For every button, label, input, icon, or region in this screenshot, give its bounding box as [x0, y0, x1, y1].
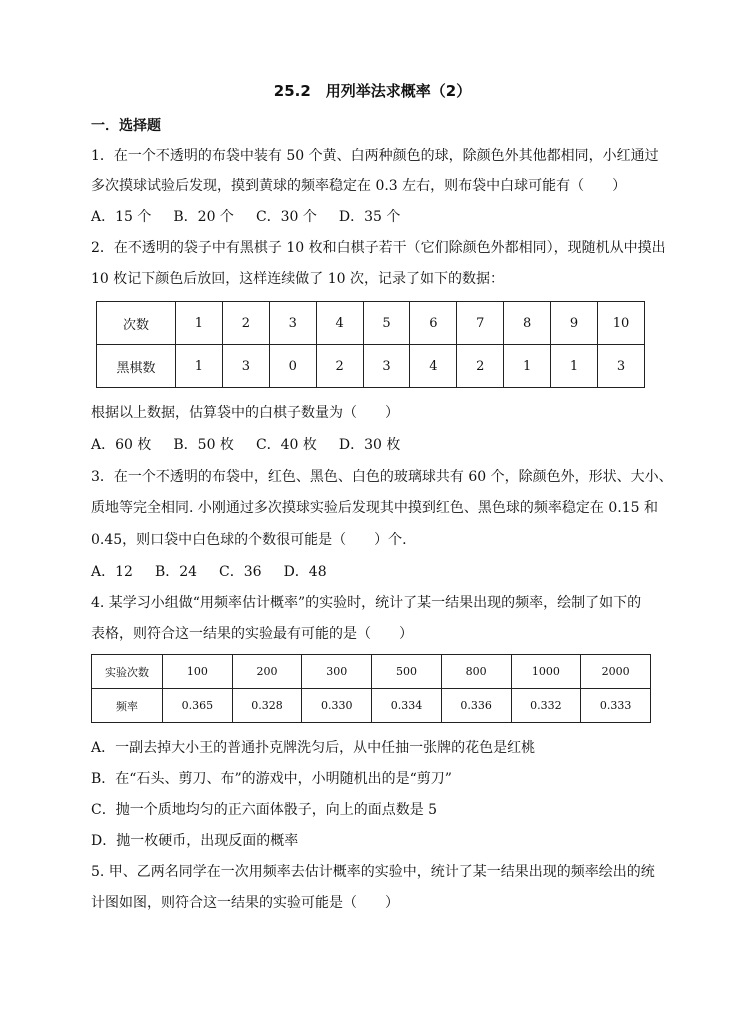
table-cell: 2	[222, 302, 269, 345]
q5-text-line-1: 5. 甲、乙两名同学在一次用频率去估计概率的实验中，统计了某一结果出现的频率绘出的统	[91, 864, 655, 880]
q4-text-line-2: 表格，则符合这一结果的实验最有可能的是（ ）	[91, 626, 413, 642]
table-row	[92, 655, 651, 689]
q4-option-c: C．抛一个质地均匀的正六面体骰子，向上的面点数是 5	[91, 802, 438, 818]
table-cell: 3	[363, 345, 410, 388]
q3-option-d: D．48	[283, 564, 327, 580]
table-cell: 2	[316, 345, 363, 388]
q3-text-line-1: 3．在一个不透明的布袋中，红色、黑色、白色的玻璃球共有 60 个，除颜色外，形状、大小、	[91, 469, 673, 485]
q2-options	[91, 435, 422, 455]
q1-option-c: C．30 个	[255, 209, 317, 225]
q5-text-line-2: 计图如图，则符合这一结果的实验可能是（ ）	[91, 895, 399, 911]
q4-frequency-table	[91, 654, 651, 723]
q2-option-c: C．40 枚	[255, 437, 317, 453]
q3-options	[91, 562, 349, 582]
table-cell: 5	[363, 302, 410, 345]
table-cell: 0.334	[372, 689, 442, 723]
table-cell: 1	[176, 345, 223, 388]
page-title: 25.2 用列举法求概率（2）	[273, 82, 472, 100]
table-cell: 0.336	[441, 689, 511, 723]
table-cell: 0.332	[511, 689, 581, 723]
table-cell: 100	[163, 655, 233, 689]
table-cell: 1000	[511, 655, 581, 689]
table-cell: 0.330	[302, 689, 372, 723]
table-row	[97, 345, 645, 388]
q1-options	[91, 207, 422, 227]
table-cell: 8	[504, 302, 551, 345]
q3-text-line-3: 0.45，则口袋中白色球的个数很可能是（ ）个.	[91, 532, 407, 548]
q1-text-line-2: 多次摸球试验后发现，摸到黄球的频率稳定在 0.3 左右，则布袋中白球可能有（ ）	[91, 178, 627, 194]
q2-option-b: B．50 枚	[173, 437, 234, 453]
table-cell: 3	[598, 345, 645, 388]
table-cell: 0	[269, 345, 316, 388]
table-header-cell: 黑棋数	[97, 345, 176, 388]
q3-option-c: C．36	[219, 564, 262, 580]
q4-text-line-1: 4. 某学习小组做“用频率估计概率”的实验时，统计了某一结果出现的频率，绘制了如下的	[91, 595, 642, 611]
table-cell: 0.365	[163, 689, 233, 723]
q1-option-b: B．20 个	[173, 209, 234, 225]
table-cell: 3	[269, 302, 316, 345]
table-cell: 4	[316, 302, 363, 345]
q4-option-d: D．抛一枚硬币，出现反面的概率	[91, 833, 299, 849]
q2-text-line-3: 根据以上数据，估算袋中的白棋子数量为（ ）	[91, 405, 399, 421]
table-cell: 800	[441, 655, 511, 689]
table-cell: 1	[504, 345, 551, 388]
table-cell: 10	[598, 302, 645, 345]
table-row	[97, 302, 645, 345]
q2-text-line-1: 2．在不透明的袋子中有黑棋子 10 枚和白棋子若干（它们除颜色外都相同），现随机从中摸出	[91, 240, 666, 256]
section-heading: 一．选择题	[91, 118, 161, 134]
table-header-cell: 实验次数	[92, 655, 163, 689]
table-cell: 0.333	[581, 689, 651, 723]
table-row	[92, 689, 651, 723]
q3-option-a: A．12	[91, 564, 133, 580]
table-cell: 500	[372, 655, 442, 689]
table-cell: 7	[457, 302, 504, 345]
table-cell: 1	[176, 302, 223, 345]
q1-text-line-1: 1．在一个不透明的布袋中装有 50 个黄、白两种颜色的球，除颜色外其他都相同，小红通过	[91, 148, 659, 164]
q2-option-a: A．60 枚	[91, 437, 152, 453]
table-cell: 2	[457, 345, 504, 388]
q1-option-a: A．15 个	[91, 209, 152, 225]
table-cell: 1	[551, 345, 598, 388]
table-cell: 3	[222, 345, 269, 388]
q1-option-d: D．35 个	[338, 209, 401, 225]
q3-option-b: B．24	[154, 564, 198, 580]
table-cell: 300	[302, 655, 372, 689]
table-cell: 4	[410, 345, 457, 388]
q3-text-line-2: 质地等完全相同. 小刚通过多次摸球实验后发现其中摸到红色、黑色球的频率稳定在 0.15 和	[91, 500, 658, 516]
q2-data-table	[96, 301, 645, 388]
q2-option-d: D．30 枚	[338, 437, 401, 453]
table-cell: 200	[232, 655, 302, 689]
table-cell: 9	[551, 302, 598, 345]
q4-option-a: A．一副去掉大小王的普通扑克牌洗匀后，从中任抽一张牌的花色是红桃	[91, 740, 536, 756]
q4-option-b: B．在“石头、剪刀、布”的游戏中，小明随机出的是“剪刀”	[91, 771, 452, 787]
table-cell: 0.328	[232, 689, 302, 723]
q2-text-line-2: 10 枚记下颜色后放回，这样连续做了 10 次，记录了如下的数据：	[91, 271, 504, 287]
table-header-cell: 次数	[97, 302, 176, 345]
table-header-cell: 频率	[92, 689, 163, 723]
table-cell: 6	[410, 302, 457, 345]
table-cell: 2000	[581, 655, 651, 689]
